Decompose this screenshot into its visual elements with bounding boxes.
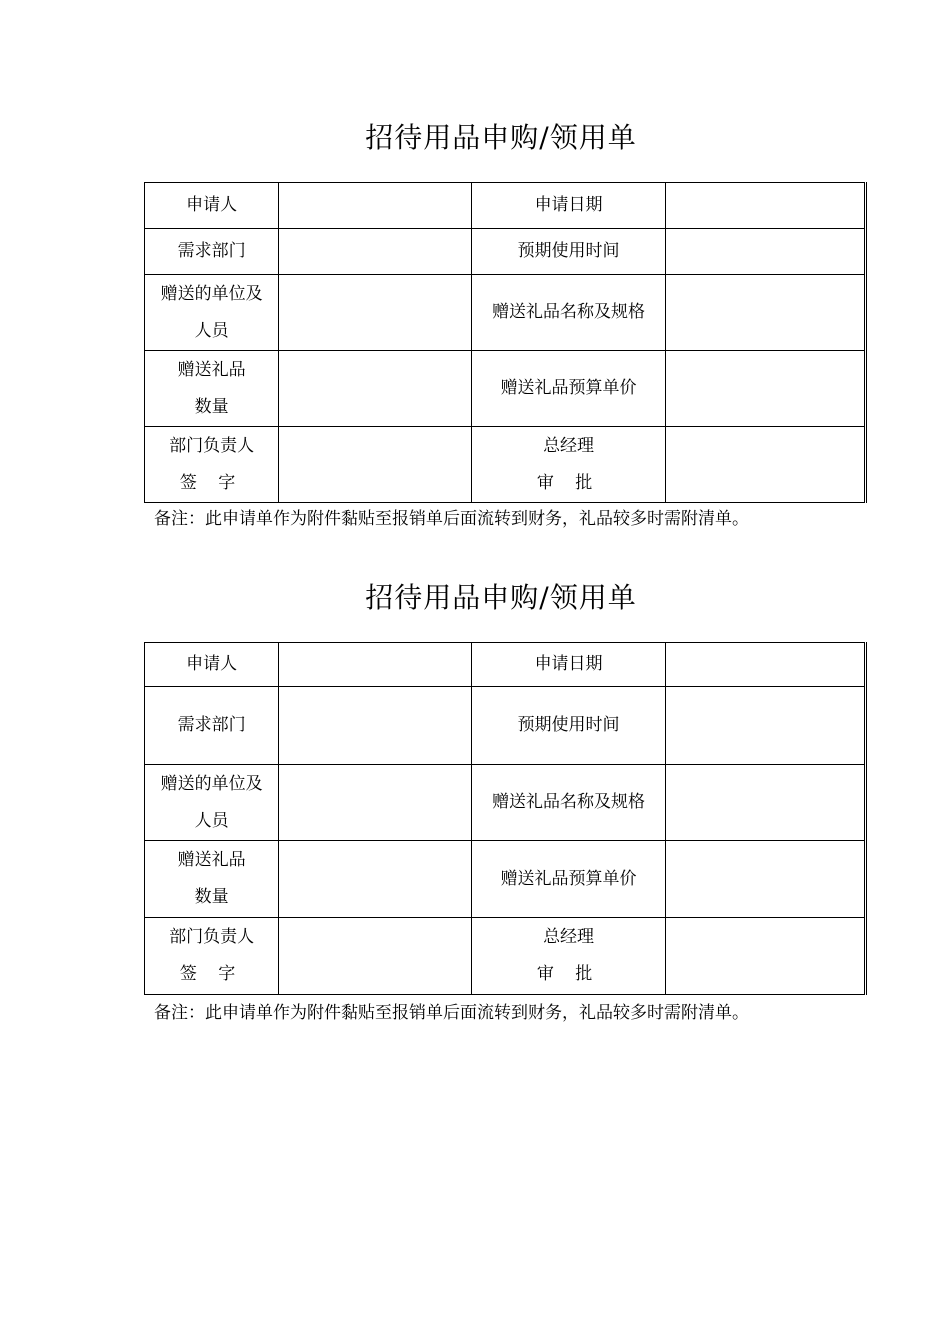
requisition-table: [144, 182, 867, 503]
label-gift-quantity: 赠送礼品 数量: [145, 841, 279, 918]
table-row: [145, 229, 866, 275]
form-note: 备注：此申请单作为附件黏贴至报销单后面流转到财务，礼品较多时需附清单。: [154, 509, 749, 529]
form-title: 招待用品申购/领用单: [365, 581, 637, 614]
table-row: [145, 183, 866, 229]
applicant-field[interactable]: [279, 643, 472, 687]
table-row: [145, 918, 866, 995]
label-application-date: 申请日期: [472, 643, 665, 687]
expected-use-time-field[interactable]: [665, 229, 865, 275]
dept-head-signature-field[interactable]: [279, 918, 472, 995]
table-row: [145, 427, 866, 503]
form-note: 备注：此申请单作为附件黏贴至报销单后面流转到财务，礼品较多时需附清单。: [154, 1003, 749, 1023]
table-row: [145, 643, 866, 687]
gm-approval-field[interactable]: [665, 918, 865, 995]
label-gift-name-spec: 赠送礼品名称及规格: [472, 275, 665, 351]
table-row: [145, 841, 866, 918]
label-recipient-unit: 赠送的单位及 人员: [145, 765, 279, 841]
label-gm-approval: 总经理 审 批: [472, 427, 665, 503]
label-gm-approval: 总经理 审 批: [472, 918, 665, 995]
label-expected-use-time: 预期使用时间: [472, 687, 665, 765]
label-gift-name-spec: 赠送礼品名称及规格: [472, 765, 665, 841]
gift-budget-price-field[interactable]: [665, 841, 865, 918]
department-field[interactable]: [279, 229, 472, 275]
gm-approval-field[interactable]: [665, 427, 865, 503]
gift-quantity-field[interactable]: [279, 351, 472, 427]
gift-budget-price-field[interactable]: [665, 351, 865, 427]
dept-head-signature-field[interactable]: [279, 427, 472, 503]
label-gift-budget-price: 赠送礼品预算单价: [472, 841, 665, 918]
department-field[interactable]: [279, 687, 472, 765]
gift-quantity-field[interactable]: [279, 841, 472, 918]
label-gift-budget-price: 赠送礼品预算单价: [472, 351, 665, 427]
application-date-field[interactable]: [665, 183, 865, 229]
table-row: [145, 687, 866, 765]
label-department: 需求部门: [145, 687, 279, 765]
gift-name-spec-field[interactable]: [665, 765, 865, 841]
label-application-date: 申请日期: [472, 183, 665, 229]
recipient-unit-field[interactable]: [279, 765, 472, 841]
label-expected-use-time: 预期使用时间: [472, 229, 665, 275]
requisition-table: [144, 642, 867, 995]
form-title: 招待用品申购/领用单: [365, 121, 637, 154]
table-row: [145, 275, 866, 351]
label-dept-head-signature: 部门负责人 签 字: [145, 427, 279, 503]
label-applicant: 申请人: [145, 643, 279, 687]
applicant-field[interactable]: [279, 183, 472, 229]
application-date-field[interactable]: [665, 643, 865, 687]
label-dept-head-signature: 部门负责人 签 字: [145, 918, 279, 995]
label-department: 需求部门: [145, 229, 279, 275]
table-row: [145, 351, 866, 427]
gift-name-spec-field[interactable]: [665, 275, 865, 351]
expected-use-time-field[interactable]: [665, 687, 865, 765]
recipient-unit-field[interactable]: [279, 275, 472, 351]
label-applicant: 申请人: [145, 183, 279, 229]
label-recipient-unit: 赠送的单位及 人员: [145, 275, 279, 351]
label-gift-quantity: 赠送礼品 数量: [145, 351, 279, 427]
table-row: [145, 765, 866, 841]
